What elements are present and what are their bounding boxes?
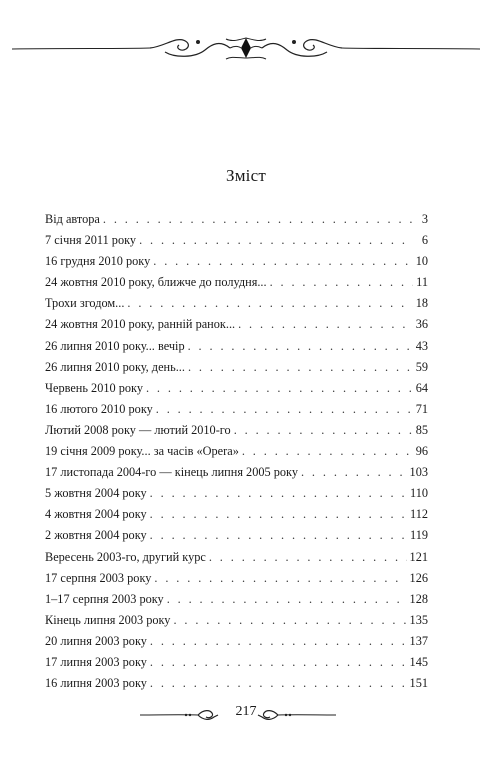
toc-entry-title: 26 липня 2010 року, день... xyxy=(45,359,185,374)
toc-dot-leader xyxy=(270,272,413,293)
toc-entry[interactable] xyxy=(45,209,428,230)
toc-entry-title: 17 липня 2003 року xyxy=(45,654,147,669)
toc-dot-leader xyxy=(167,589,407,610)
toc-entry[interactable] xyxy=(45,314,428,335)
toc-entry-page: 3 xyxy=(421,212,428,226)
toc-entry[interactable] xyxy=(45,631,428,652)
toc-entry[interactable] xyxy=(45,504,428,525)
toc-entry-title: Лютий 2008 року — лютий 2010-го xyxy=(45,422,231,437)
toc-entry-page: 85 xyxy=(415,422,428,437)
toc-entry[interactable] xyxy=(45,652,428,673)
toc-entry-page: 36 xyxy=(415,317,428,332)
toc-entry[interactable] xyxy=(45,525,428,546)
toc-entry-title: 24 жовтня 2010 року, ближче до полудня... xyxy=(45,275,267,290)
toc-dot-leader xyxy=(238,314,413,335)
toc-entry-page: 18 xyxy=(415,296,428,311)
toc-dot-leader xyxy=(234,420,413,441)
toc-dot-leader xyxy=(150,504,407,525)
toc-entry-page: 11 xyxy=(416,275,428,290)
toc-dot-leader xyxy=(139,230,413,251)
toc-entry[interactable] xyxy=(45,251,428,272)
toc-entry-page: 119 xyxy=(410,528,428,543)
toc-dot-leader xyxy=(146,378,413,399)
toc-entry-title: 17 серпня 2003 року xyxy=(45,570,152,585)
toc-entry-title: 16 лютого 2010 року xyxy=(45,401,153,416)
toc-entry-page: 10 xyxy=(415,254,428,269)
toc-entry-title: Трохи згодом... xyxy=(45,296,125,311)
toc-entry-title: 4 жовтня 2004 року xyxy=(45,507,147,522)
toc-entry[interactable] xyxy=(45,547,428,568)
toc-entry-title: 5 жовтня 2004 року xyxy=(45,486,147,501)
toc-dot-leader xyxy=(150,525,407,546)
toc-entry-page: 145 xyxy=(409,654,428,669)
toc-entry-title: 7 січня 2011 року xyxy=(45,233,137,248)
footer-flourish-right-icon xyxy=(256,707,336,723)
toc-entry-page: 59 xyxy=(415,359,428,374)
table-of-contents-heading: Зміст xyxy=(226,166,266,185)
toc-entry[interactable] xyxy=(45,610,428,631)
toc-entry[interactable] xyxy=(45,568,428,589)
toc-entry[interactable] xyxy=(45,483,428,504)
toc-entry-page: 128 xyxy=(409,591,428,606)
toc-entry[interactable] xyxy=(45,589,428,610)
toc-entry-page: 43 xyxy=(415,338,428,353)
toc-entry-page: 6 xyxy=(421,233,428,248)
toc-entry-title: 16 грудня 2010 року xyxy=(45,254,151,269)
toc-entry[interactable] xyxy=(45,399,428,420)
toc-entry[interactable] xyxy=(45,230,428,251)
toc-entry-page: 126 xyxy=(409,570,428,585)
toc-entry-page: 112 xyxy=(410,507,428,522)
toc-dot-leader xyxy=(150,673,407,694)
toc-dot-leader xyxy=(173,610,406,631)
toc-dot-leader xyxy=(188,357,413,378)
toc-entry-title: Вересень 2003-го, другий курс xyxy=(45,549,206,564)
toc-entry[interactable] xyxy=(45,378,428,399)
toc-entry-title: 19 січня 2009 року... за часів «Opera» xyxy=(45,444,239,459)
toc-dot-leader xyxy=(301,462,407,483)
toc-entry[interactable] xyxy=(45,673,428,694)
toc-entry[interactable] xyxy=(45,462,428,483)
toc-entry[interactable] xyxy=(45,420,428,441)
toc-entry-page: 64 xyxy=(415,380,428,395)
toc-entry-title: 16 липня 2003 року xyxy=(45,676,147,691)
page-footer xyxy=(0,702,492,728)
toc-entry-page: 151 xyxy=(409,676,428,691)
toc-entry-page: 137 xyxy=(409,633,428,648)
toc-entry[interactable] xyxy=(45,293,428,314)
toc-entry-title: Червень 2010 року xyxy=(45,380,143,395)
toc-entry-page: 96 xyxy=(415,444,428,459)
toc-dot-leader xyxy=(150,631,407,652)
top-flourish-ornament xyxy=(0,18,492,68)
table-of-contents xyxy=(45,209,428,694)
toc-dot-leader xyxy=(150,652,407,673)
toc-dot-leader xyxy=(150,483,407,504)
toc-entry-title: 24 жовтня 2010 року, ранній ранок... xyxy=(45,317,236,332)
toc-entry[interactable] xyxy=(45,272,428,293)
toc-entry-page: 103 xyxy=(409,465,428,480)
toc-entry-title: 2 жовтня 2004 року xyxy=(45,528,147,543)
toc-entry[interactable] xyxy=(45,336,428,357)
toc-entry-page: 121 xyxy=(409,549,428,564)
page-number: 217 xyxy=(235,704,257,719)
toc-entry-title: Кінець липня 2003 року xyxy=(45,612,171,627)
toc-dot-leader xyxy=(153,251,412,272)
toc-dot-leader xyxy=(209,547,407,568)
toc-dot-leader xyxy=(188,336,413,357)
toc-dot-leader xyxy=(156,399,413,420)
toc-entry-page: 135 xyxy=(409,612,428,627)
toc-dot-leader xyxy=(127,293,412,314)
toc-dot-leader xyxy=(103,209,413,230)
toc-entry[interactable] xyxy=(45,357,428,378)
toc-dot-leader xyxy=(154,568,406,589)
toc-dot-leader xyxy=(242,441,413,462)
toc-entry-title: 20 липня 2003 року xyxy=(45,633,147,648)
toc-entry-title: 26 липня 2010 року... вечір xyxy=(45,338,185,353)
toc-entry-title: Від автора xyxy=(45,212,100,226)
toc-entry-title: 17 листопада 2004-го — кінець липня 2005 року xyxy=(45,465,298,480)
toc-entry-title: 1–17 серпня 2003 року xyxy=(45,591,164,606)
toc-entry-page: 110 xyxy=(410,486,428,501)
toc-entry-page: 71 xyxy=(415,401,428,416)
toc-entry[interactable] xyxy=(45,441,428,462)
